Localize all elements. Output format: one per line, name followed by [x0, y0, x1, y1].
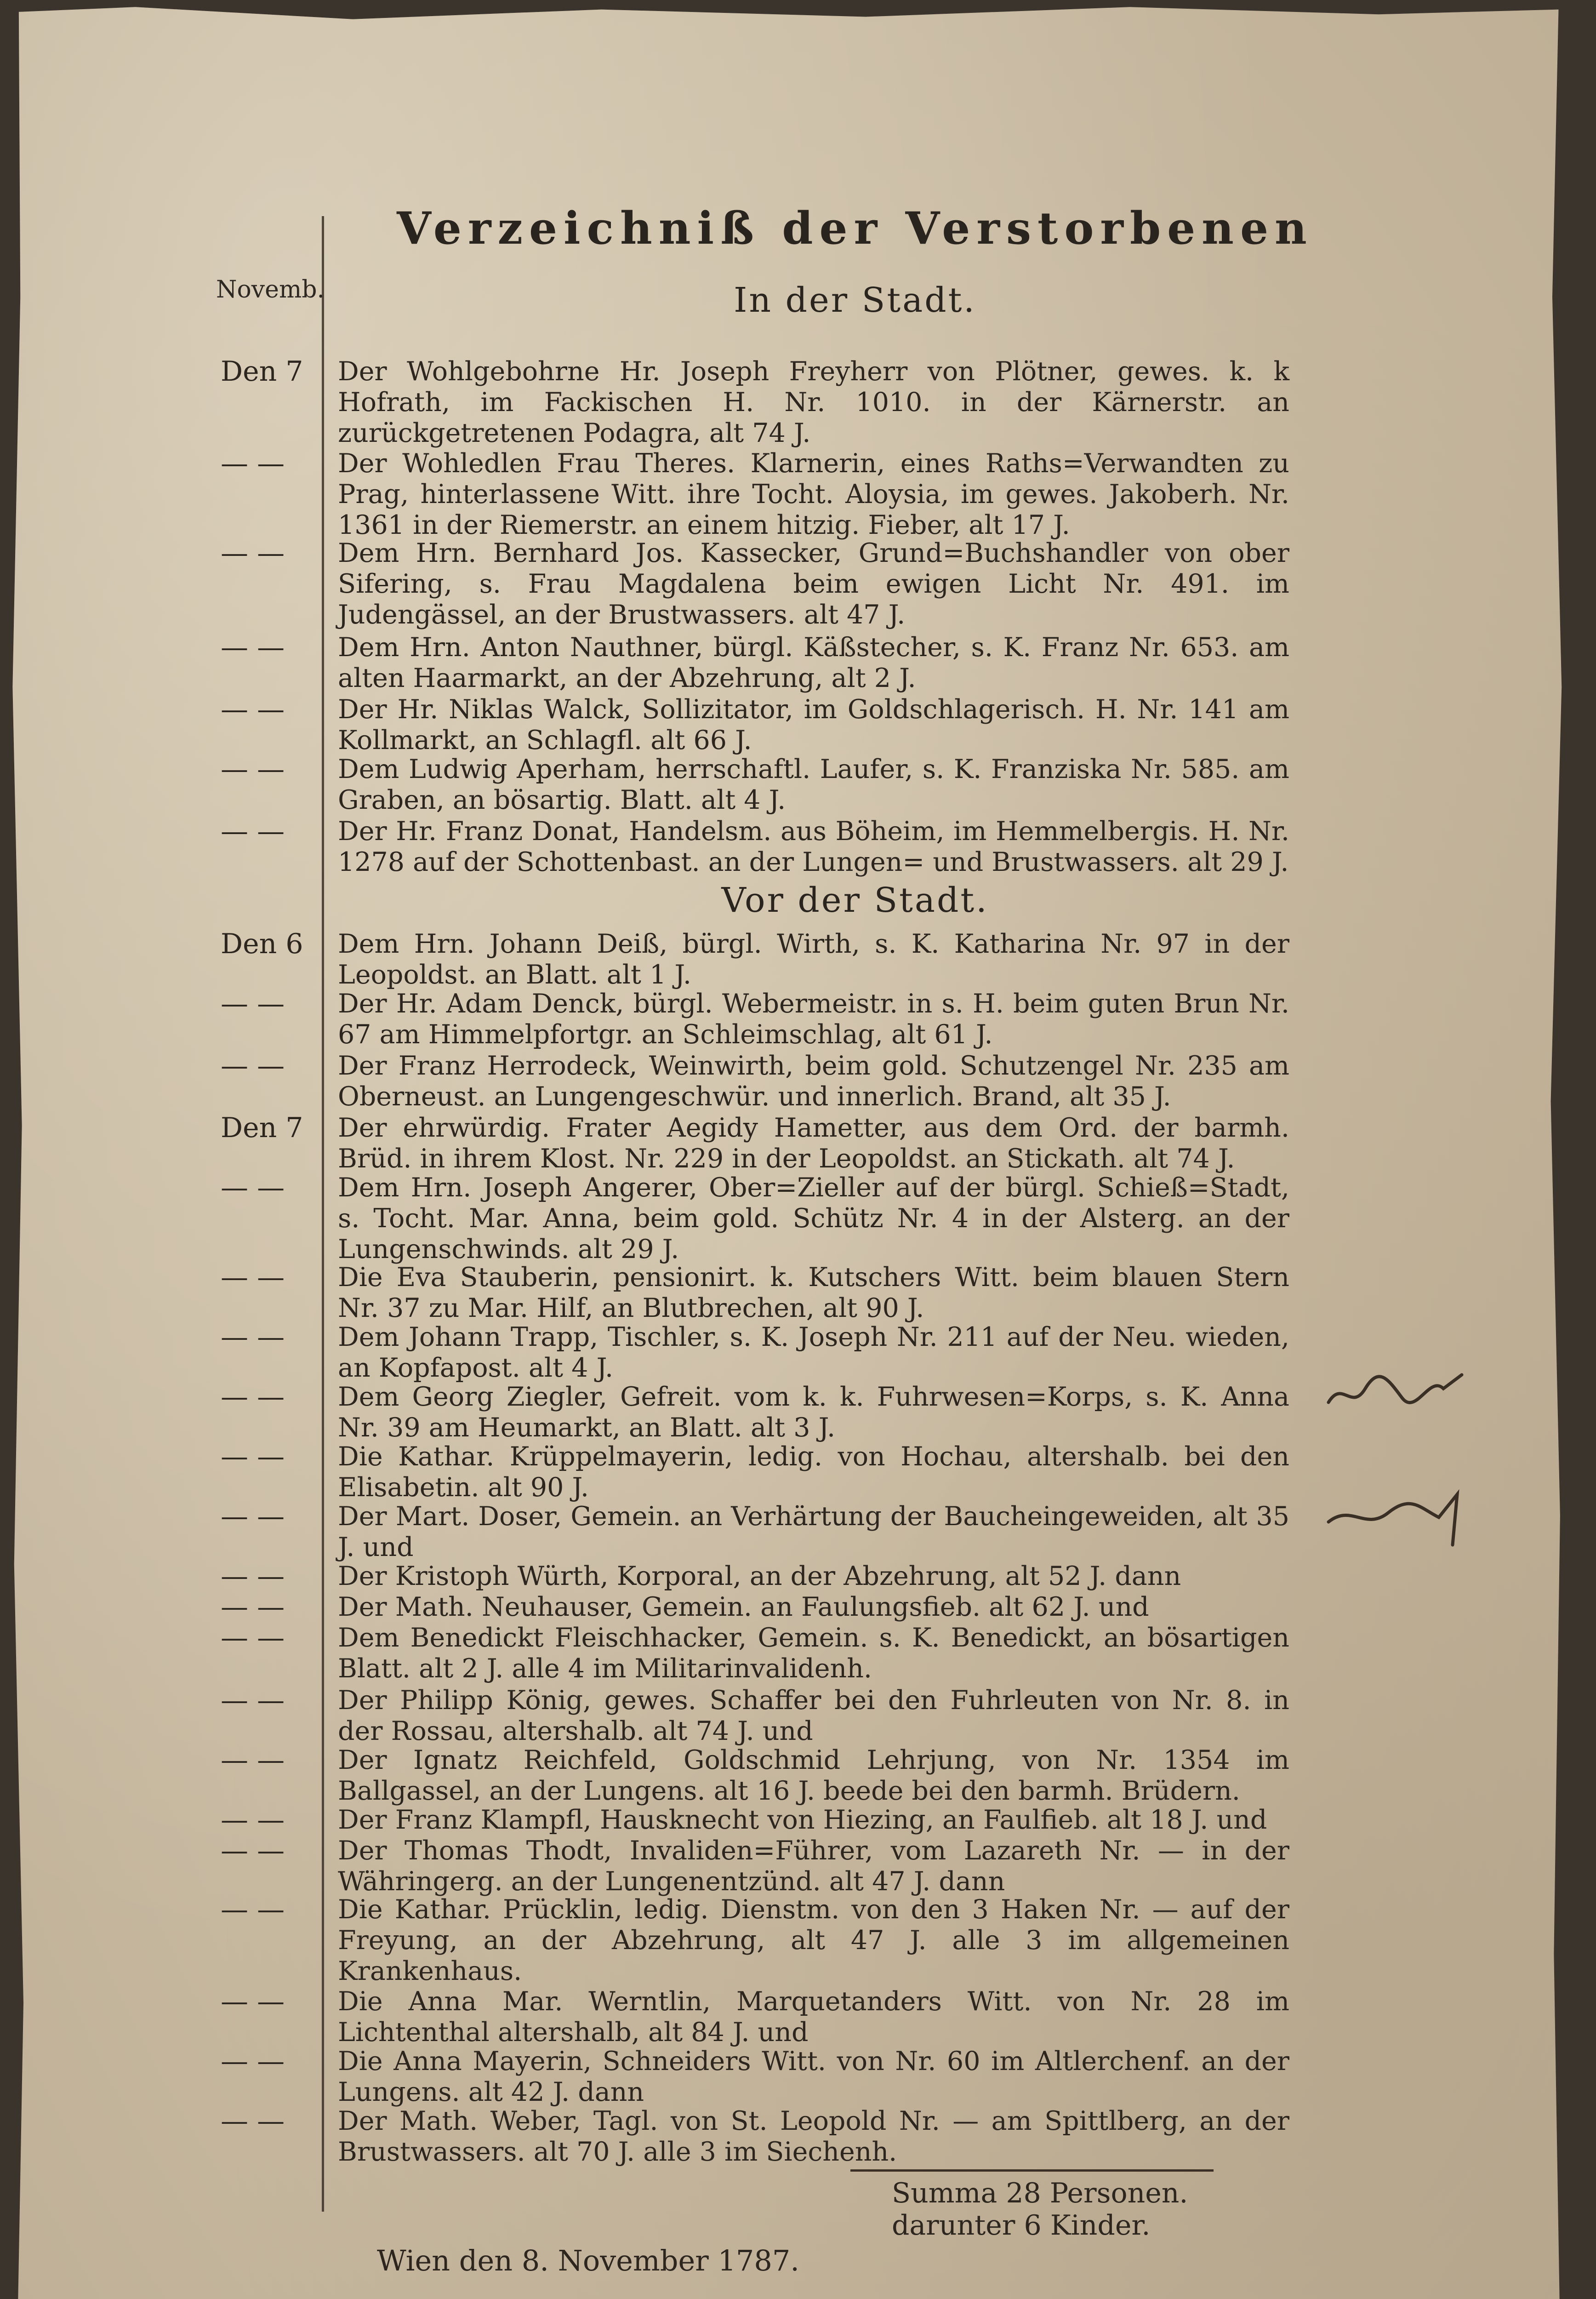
death-entry: Der Wohledlen Frau Theres. Klarnerin, eines Raths=Verwandten zu Prag, hinterlassene Witt. ihre Tocht. Aloysia, im gewes. Jakoberh. Nr. 1361 in der Riemerstr. an einem hitzig. Fieber, alt 17 J.	[338, 448, 1289, 540]
death-entry: Dem Ludwig Aperham, herrschaftl. Laufer, s. K. Franziska Nr. 585. am Graben, an bösartig. Blatt. alt 4 J.	[338, 754, 1289, 815]
entry-date: Den 6	[221, 928, 303, 960]
death-entry: Dem Johann Trapp, Tischler, s. K. Joseph Nr. 211 auf der Neu. wieden, an Kopfapost. alt 4 J.	[338, 1322, 1289, 1383]
summary-total: Summa 28 Personen.	[892, 2177, 1188, 2209]
month-label: Novemb.	[216, 276, 325, 303]
entry-date: — —	[221, 1744, 285, 1776]
entry-date: — —	[221, 988, 285, 1020]
entry-date: — —	[221, 537, 285, 569]
death-entry: Der Thomas Thodt, Invaliden=Führer, vom Lazareth Nr. — in der Währingerg. an der Lungenentzünd. alt 47 J. dann	[338, 1836, 1289, 1897]
entry-date: — —	[221, 1804, 285, 1836]
entry-date: — —	[221, 1684, 285, 1716]
death-entry: Die Eva Stauberin, pensionirt. k. Kutschers Witt. beim blauen Stern Nr. 37 zu Mar. Hilf, an Blutbrechen, alt 90 J.	[338, 1262, 1289, 1323]
death-entry: Die Kathar. Krüppelmayerin, ledig. von Hochau, altershalb. bei den Elisabetin. alt 90 J.	[338, 1441, 1289, 1503]
death-entry: Dem Benedickt Fleischhacker, Gemein. s. K. Benedickt, an bösartigen Blatt. alt 2 J. alle 4 im Militarinvalidenh.	[338, 1623, 1289, 1684]
entry-date: — —	[221, 1050, 285, 1082]
entry-date: Den 7	[221, 1112, 303, 1144]
death-entry: Der Kristoph Würth, Korporal, an der Abzehrung, alt 52 J. dann	[338, 1561, 1181, 1591]
entry-date: — —	[221, 1622, 285, 1654]
entry-date: — —	[221, 753, 285, 785]
margin-rule	[322, 216, 324, 2212]
handwritten-mark	[1324, 1485, 1471, 1550]
death-entry: Der Mart. Doser, Gemein. an Verhärtung der Baucheingeweiden, alt 35 J. und	[338, 1501, 1289, 1562]
entry-date: — —	[221, 447, 285, 480]
entry-date: — —	[221, 1381, 285, 1413]
death-entry: Der Math. Neuhauser, Gemein. an Faulungsfieb. alt 62 J. und	[338, 1592, 1149, 1622]
death-entry: Der Philipp König, gewes. Schaffer bei den Fuhrleuten von Nr. 8. in der Rossau, altershalb. alt 74 J. und	[338, 1685, 1289, 1746]
entry-date: — —	[221, 1985, 285, 2018]
handwritten-mark	[1324, 1361, 1471, 1425]
death-entry: Der Franz Herrodeck, Weinwirth, beim gold. Schutzengel Nr. 235 am Oberneust. an Lungengeschwür. und innerlich. Brand, alt 35 J.	[338, 1051, 1289, 1112]
entry-date: — —	[221, 1172, 285, 1204]
death-entry: Der Hr. Franz Donat, Handelsm. aus Böheim, im Hemmelbergis. H. Nr. 1278 auf der Schottenbast. an der Lungen= und Brustwassers. alt 29 J.	[338, 816, 1289, 877]
section-heading-city: In der Stadt.	[734, 280, 976, 320]
entry-date: — —	[221, 631, 285, 663]
death-entry: Der Ignatz Reichfeld, Goldschmid Lehrjung, von Nr. 1354 im Ballgassel, an der Lungens. alt 16 J. beede bei den barmh. Brüdern.	[338, 1745, 1289, 1806]
entry-date: — —	[221, 693, 285, 726]
death-entry: Dem Georg Ziegler, Gefreit. vom k. k. Fuhrwesen=Korps, s. K. Anna Nr. 39 am Heumarkt, an Blatt. alt 3 J.	[338, 1382, 1289, 1443]
entry-date: — —	[221, 815, 285, 847]
death-entry: Der Wohlgebohrne Hr. Joseph Freyherr von Plötner, gewes. k. k Hofrath, im Fackischen H. Nr. 1010. in der Kärnerstr. an zurückgetretenen Podagra, alt 74 J.	[338, 356, 1289, 448]
death-entry: Dem Hrn. Johann Deiß, bürgl. Wirth, s. K. Katharina Nr. 97 in der Leopoldst. an Blatt. alt 1 J.	[338, 929, 1289, 990]
death-entry: Der Franz Klampfl, Hausknecht von Hiezing, an Faulfieb. alt 18 J. und	[338, 1805, 1267, 1835]
death-entry: Die Anna Mayerin, Schneiders Witt. von Nr. 60 im Altlerchenf. an der Lungens. alt 42 J. dann	[338, 2046, 1289, 2107]
place-and-date: Wien den 8. November 1787.	[377, 2244, 799, 2277]
death-entry: Die Anna Mar. Werntlin, Marquetanders Witt. von Nr. 28 im Lichtenthal altershalb, alt 84 J. und	[338, 1986, 1289, 2047]
entry-date: — —	[221, 1321, 285, 1353]
entry-date: — —	[221, 1893, 285, 1926]
entry-date: — —	[221, 1441, 285, 1473]
death-entry: Der Math. Weber, Tagl. von St. Leopold Nr. — am Spittlberg, an der Brustwassers. alt 70 J. alle 3 im Siechenh.	[338, 2106, 1289, 2167]
entry-date: — —	[221, 1560, 285, 1592]
summary-children: darunter 6 Kinder.	[892, 2209, 1151, 2242]
document-title: Verzeichniß der Verstorbenen	[397, 202, 1313, 254]
entry-date: — —	[221, 1261, 285, 1293]
entry-date: — —	[221, 1835, 285, 1867]
death-entry: Die Kathar. Prücklin, ledig. Dienstm. von den 3 Haken Nr. — auf der Freyung, an der Abzehrung, alt 47 J. alle 3 im allgemeinen Krankenhaus.	[338, 1894, 1289, 1986]
entry-date: Den 7	[221, 355, 303, 388]
entry-date: — —	[221, 1500, 285, 1533]
death-entry: Dem Hrn. Bernhard Jos. Kassecker, Grund=Buchshandler von ober Sifering, s. Frau Magdalena beim ewigen Licht Nr. 491. im Judengässel, an der Brustwassers. alt 47 J.	[338, 538, 1289, 630]
summary-rule	[850, 2169, 1214, 2172]
death-entry: Dem Hrn. Anton Nauthner, bürgl. Käßstecher, s. K. Franz Nr. 653. am alten Haarmarkt, an der Abzehrung, alt 2 J.	[338, 632, 1289, 693]
entry-date: — —	[221, 2045, 285, 2077]
section-heading-suburb: Vor der Stadt.	[721, 881, 989, 920]
death-entry: Der Hr. Adam Denck, bürgl. Webermeistr. in s. H. beim guten Brun Nr. 67 am Himmelpfortgr. an Schleimschlag, alt 61 J.	[338, 989, 1289, 1050]
death-entry: Dem Hrn. Joseph Angerer, Ober=Zieller auf der bürgl. Schieß=Stadt, s. Tocht. Mar. Anna, beim gold. Schütz Nr. 4 in der Alsterg. an der Lungenschwinds. alt 29 J.	[338, 1172, 1289, 1264]
death-entry: Der ehrwürdig. Frater Aegidy Hametter, aus dem Ord. der barmh. Brüd. in ihrem Klost. Nr. 229 in der Leopoldst. an Stickath. alt 74 J.	[338, 1113, 1289, 1174]
death-entry: Der Hr. Niklas Walck, Sollizitator, im Goldschlagerisch. H. Nr. 141 am Kollmarkt, an Schlagfl. alt 66 J.	[338, 694, 1289, 755]
entry-date: — —	[221, 2105, 285, 2137]
entry-date: — —	[221, 1591, 285, 1623]
